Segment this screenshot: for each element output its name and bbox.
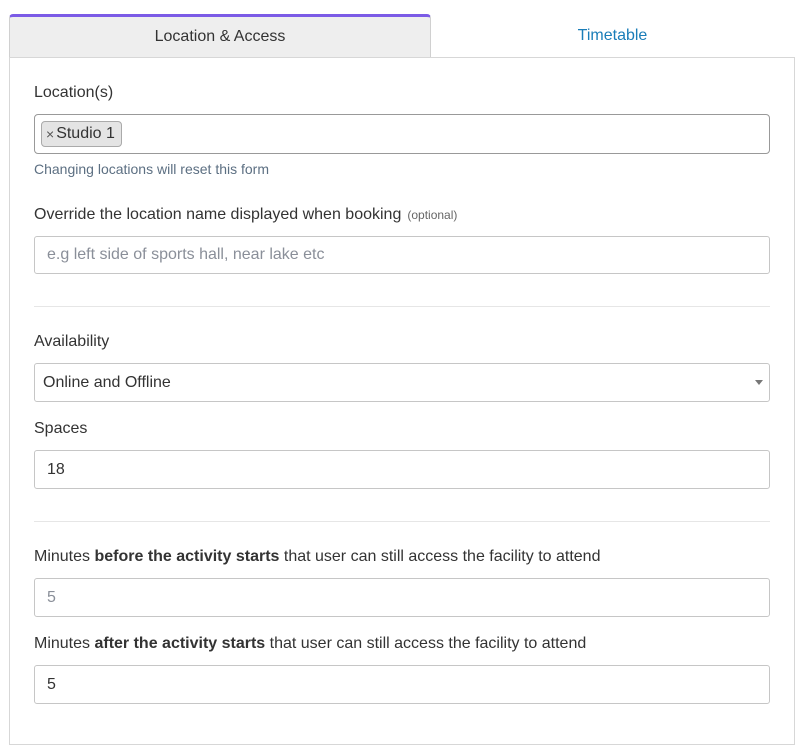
minutes-before-label <box>34 548 600 566</box>
availability-label: Availability <box>34 333 110 350</box>
override-location-input[interactable] <box>34 236 770 274</box>
tab-timetable[interactable]: Timetable <box>577 27 648 44</box>
minutes-before-input[interactable] <box>34 578 770 617</box>
override-label <box>34 206 457 224</box>
minutes-before-prefix: Minutes <box>34 548 95 565</box>
minutes-before-emphasis: before the activity starts <box>94 548 280 565</box>
minutes-after-emphasis: after the activity starts <box>94 635 266 652</box>
override-label-text: Override the location name displayed when booking <box>34 206 402 223</box>
section-divider <box>34 306 770 307</box>
location-tag <box>41 121 122 147</box>
availability-select[interactable] <box>34 363 770 402</box>
minutes-before-suffix: that user can still access the facility to attend <box>279 548 601 565</box>
tab-bar <box>9 14 794 58</box>
location-tag-label: Studio 1 <box>56 125 115 142</box>
chevron-down-icon <box>755 380 763 385</box>
locations-multiselect[interactable] <box>34 114 770 154</box>
minutes-after-prefix: Minutes <box>34 635 95 652</box>
availability-selected-value: Online and Offline <box>43 374 171 391</box>
remove-tag-icon[interactable]: × <box>46 126 55 142</box>
locations-label: Location(s) <box>34 84 114 101</box>
minutes-after-suffix: that user can still access the facility to attend <box>265 635 587 652</box>
tab-location-access[interactable]: Location & Access <box>9 14 431 57</box>
spaces-input[interactable] <box>34 450 770 489</box>
spaces-label: Spaces <box>34 420 88 437</box>
minutes-after-label <box>34 635 586 653</box>
section-divider <box>34 521 770 522</box>
optional-hint: (optional) <box>407 208 458 222</box>
minutes-after-input[interactable] <box>34 665 770 704</box>
locations-help-text: Changing locations will reset this form <box>34 161 269 177</box>
